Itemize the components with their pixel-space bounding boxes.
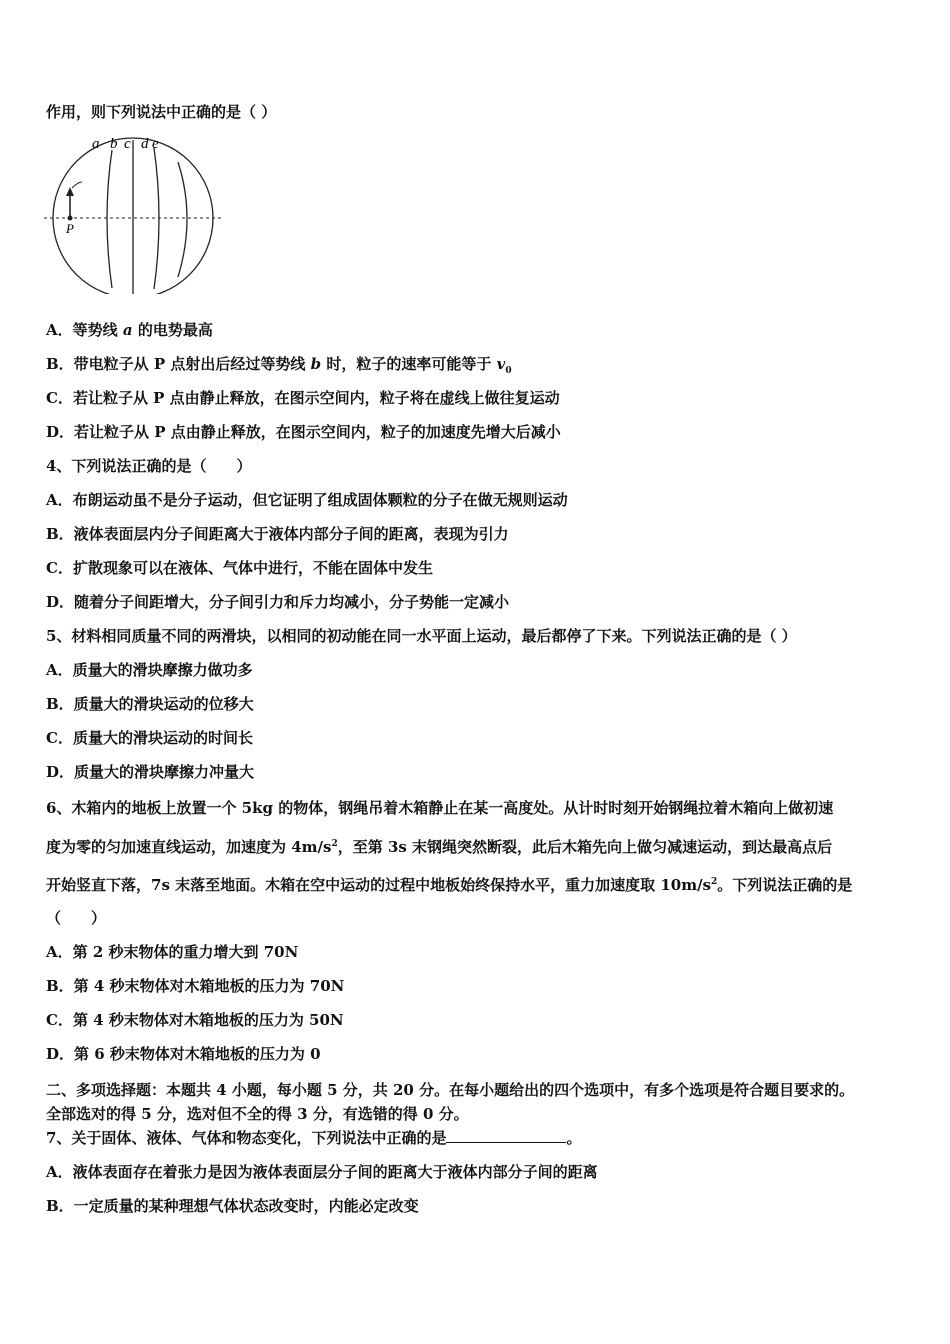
q6-stem-line2: 度为零的匀加速直线运动，加速度为 $4m/s^2$，至第 3s 末钢绳突然断裂，此后木箱先向上做匀减速运动，到达最高点后: [46, 838, 833, 856]
label-d: d: [141, 136, 149, 152]
section2-heading-line1: 二、多项选择题：本题共 4 小题，每小题 5 分，共 20 分。在每小题给出的四个选项中，有多个选项是符合题目要求的。: [46, 1081, 855, 1099]
q5-option-b: B．质量大的滑块运动的位移大: [46, 695, 254, 713]
q3-stem-tail: 作用，则下列说法中正确的是（ ）: [46, 103, 277, 121]
q7-option-b: B．一定质量的某种理想气体状态改变时，内能必定改变: [46, 1197, 419, 1215]
equipotential-figure: [40, 132, 230, 294]
label-b: b: [110, 136, 118, 152]
q6-option-d: D．第 6 秒末物体对木箱地板的压力为 0: [46, 1045, 321, 1063]
q4-option-d: D．随着分子间距增大，分子间引力和斥力均减小，分子势能一定减小: [46, 593, 510, 611]
q3-option-b: B．带电粒子从 P 点射出后经过等势线 b 时，粒子的速率可能等于 $v_0$: [46, 355, 512, 376]
q4-option-b: B．液体表面层内分子间距离大于液体内部分子间的距离，表现为引力: [46, 525, 509, 543]
q5-stem: 5、材料相同质量不同的两滑块，以相同的初动能在同一水平面上运动，最后都停了下来。下列说法正确的是（ ）: [46, 627, 797, 645]
answer-blank: [446, 1128, 566, 1143]
q5-option-a: A．质量大的滑块摩擦力做功多: [46, 661, 253, 679]
q7-stem: 7、关于固体、液体、气体和物态变化，下列说法中正确的是 。: [46, 1129, 582, 1147]
q3-option-c: C．若让粒子从 P 点由静止释放，在图示空间内，粒子将在虚线上做往复运动: [46, 389, 560, 407]
q3-option-a: A．等势线 a 的电势最高: [46, 321, 213, 339]
section2-heading-line2: 全部选对的得 5 分，选对但不全的得 3 分，有选错的得 0 分。: [46, 1105, 469, 1123]
q4-stem: 4、下列说法正确的是（ ）: [46, 457, 252, 475]
q6-stem-line1: 6、木箱内的地板上放置一个 5kg 的物体，钢绳吊着木箱静止在某一高度处。从计时时刻开始钢绳拉着木箱向上做初速: [46, 799, 834, 817]
label-e: e: [152, 136, 159, 152]
label-a: a: [92, 136, 100, 152]
q7-option-a: A．液体表面存在着张力是因为液体表面层分子间的距离大于液体内部分子间的距离: [46, 1163, 598, 1181]
q3-option-d: D．若让粒子从 P 点由静止释放，在图示空间内，粒子的加速度先增大后减小: [46, 423, 561, 441]
q6-stem-line4: （ ）: [46, 909, 107, 927]
equipotential-line-e: [178, 162, 187, 277]
q6-stem-line3: 开始竖直下落，7s 末落至地面。木箱在空中运动的过程中地板始终保持水平，重力加速度取 $10m/s^2$。下列说法正确的是: [46, 876, 853, 894]
q4-option-a: A．布朗运动虽不是分子运动，但它证明了组成固体颗粒的分子在做无规则运动: [46, 491, 568, 509]
equipotential-line-b: [107, 150, 112, 288]
q4-option-c: C．扩散现象可以在液体、气体中进行，不能在固体中发生: [46, 559, 433, 577]
label-p: P: [66, 221, 74, 236]
q6-option-a: A．第 2 秒末物体的重力增大到 70N: [46, 943, 299, 961]
q5-option-d: D．质量大的滑块摩擦力冲量大: [46, 763, 255, 781]
label-c: c: [124, 136, 131, 152]
q5-option-c: C．质量大的滑块运动的时间长: [46, 729, 253, 747]
q6-option-b: B．第 4 秒末物体对木箱地板的压力为 70N: [46, 977, 345, 995]
point-p: [68, 216, 73, 221]
q6-option-c: C．第 4 秒末物体对木箱地板的压力为 50N: [46, 1011, 344, 1029]
arrow-head: [66, 187, 74, 196]
